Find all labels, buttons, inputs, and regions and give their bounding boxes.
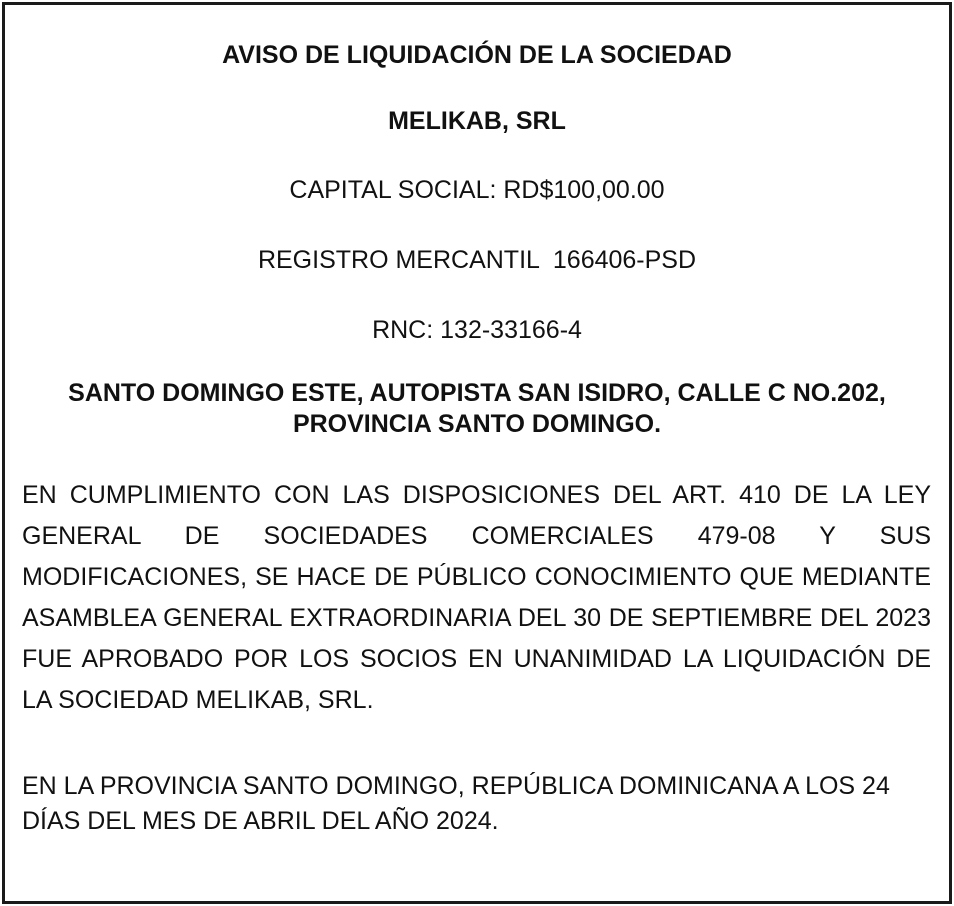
notice-title: AVISO DE LIQUIDACIÓN DE LA SOCIEDAD <box>222 41 732 69</box>
rnc-number: RNC: 132-33166-4 <box>372 316 582 344</box>
notice-frame <box>2 2 952 904</box>
company-name: MELIKAB, SRL <box>388 107 566 135</box>
company-address: SANTO DOMINGO ESTE, AUTOPISTA SAN ISIDRO, CALLE C NO.202, PROVINCIA SANTO DOMINGO. <box>68 379 886 438</box>
capital-social: CAPITAL SOCIAL: RD$100,00.00 <box>289 176 665 204</box>
notice-closing-paragraph: EN LA PROVINCIA SANTO DOMINGO, REPÚBLICA DOMINICANA A LOS 24 DÍAS DEL MES DE ABRIL DEL AÑO 2024. <box>22 772 890 835</box>
registro-mercantil: REGISTRO MERCANTIL 166406-PSD <box>257 246 697 274</box>
notice-body-paragraph: EN CUMPLIMIENTO CON LAS DISPOSICIONES DEL ART. 410 DE LA LEY GENERAL DE SOCIEDADES COMERCIALES 479-08 Y SUS MODIFICACIONES, SE HACE DE PÚBLICO CONOCIMIENTO QUE MEDIANTE ASAMBLEA GENERAL EXTRAORDINARIA DEL 30 DE SEPTIEMBRE DEL 2023 FUE APROBADO POR LOS SOCIOS EN UNANIMIDAD LA LIQUIDACIÓN DE LA SOCIEDAD MELIKAB, SRL. <box>22 481 931 714</box>
